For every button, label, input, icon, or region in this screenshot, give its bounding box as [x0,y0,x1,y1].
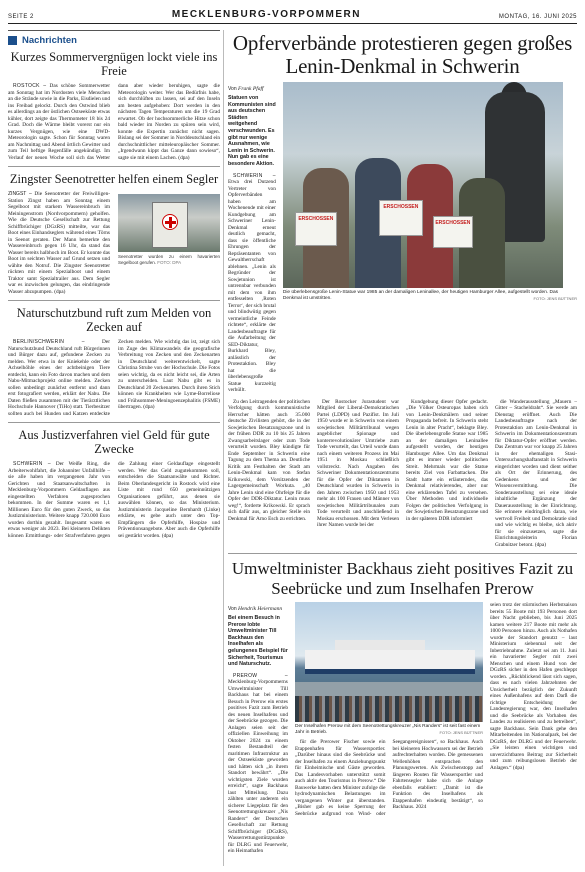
divider [228,553,577,554]
prerow-teaser-column [228,602,288,855]
lenin-protest-photo [283,82,563,288]
rescue-cruiser [305,650,475,674]
ressort-square-icon [8,36,17,45]
photo-credit: FOTO: DPA [157,259,182,265]
page-number: SEITE 2 [8,14,34,20]
prerow-photo-and-text [295,602,483,855]
article-text: Der Weiße Ring, die Arbeiterwohlfahrt, die Johanniter Unfallhilfe – sie alle haben im vergangenen Jahr von Gerichten und Staatsanwaltschaften in Mecklenburg-Vorpommern Geldauflagen aus eingestellten Verfahren zugesprochen bekommen. In der Summe waren es 1,1 Millionen Euro für den guten Zweck, so das Justizministerium. Weitere knapp 720.000 Euro wurden dorthin gezahlt. Insgesamt waren es etwas weniger als 2023. Bei kleineren Delikten können Ermittlungs- oder Strafverfahren gegen die Zahlung einer Geldauflage eingestellt werden. Wer das Geld zugutekommen soll, entscheiden die Staatsanwälte und Richter. Beim Oberlandesgericht in Rostock wird eine Liste mit rund 650 gemeinnützigen Organisationen geführt, aus denen sie auswählen können, so das Ministerium. Justizministerin Jacqueline Bernhardt (Linke) erklärte, es gebe auch unter den Top-Empfängern die Opferhilfe, Hospize und Präventionsangebote. Aber auch die Opferhilfe sei gestärkt worden. (dpa) [8,461,220,539]
issue-date: MONTAG, 16. JUNI 2025 [498,14,577,20]
prerow-text-col1: PREROW – Mecklenburg-Vorpommerns Umweltminister Till Backhaus hat bei einem Besuch in Prerow ein erstes positives Fazit zum Betrieb des neuen Inselhafens und der Seebrücke gezogen. Die Anlagen seien seit der offiziellen Einweihung im Oktober 2024 zu einem festen Bestandteil der maritimen Infrastruktur an der Ostseeküste geworden und hätten sich „in ihrem Standort bewährt“. „Die wichtigsten Ziele wurden erreicht“, sagte Backhaus laut Mitteilung. Dazu zählten unter anderem ein sicherer Liegeplatz für den Seenotrettungskreuzer „Nis Randers“ der Deutschen Gesellschaft zur Rettung Schiffbrüchiger (DGzRS), Wasserrettungsstützpunkte für DLRG und Feuerwehr, ein Heimathafen [228,672,288,855]
lenin-teaser: Statuen von Kommunisten sind aus deutschen Städten weitgehend verschwunden. Es gibt nur wenige Ausnahmen, wie Lenin in Schwerin. Nun gab es eine besondere Aktion. [228,95,276,167]
prerow-text-col2: für die Prerower Fischer sowie ein Etappenhafen für Wassersportler. „Darüber hinaus sind die Seebrücke und der Inselhafen zu einem Anziehungspunkt für Einheimische und Gäste geworden. Das Landesvorhaben unterstützt somit auch aktiv den Tourismus in Prerow.“ Die Bauwerke hatten dem Minister zufolge die hydrodynamischen Belastungen im vergangenen Winter gut überstanden. „Bisher gab es keine Sperrung der Seebrücke aufgrund von Wind- oder Seegangereignissen“, so Backhaus. Auch bei kleineren Hochwassern sei der Betrieb aufrechterhalten worden. Die gemessenen Wellenhöhen entsprachen den Planungswerten. Als Zwischenstopp auf längeren Routen für Wassersportler und Fahrtensegler habe sich die Anlage ebenfalls etabliert: „Damit ist die Funktion des Inselhafens als Etappenhafen eindeutig bestätigt“, so Backhaus. 2024 [295,739,483,817]
prerow-article [228,602,577,855]
divider [8,166,220,167]
divider [8,300,220,301]
protest-sign: ERSCHOSSEN [379,200,423,236]
lenin-photo-block [283,82,577,394]
lenin-article-top [228,82,577,394]
headline-lenin: Opferverbände protestieren gegen großes Lenin-Denkmal in Schwerin [232,31,573,78]
dateline: ROSTOCK – [13,83,47,89]
photo-credit: FOTO: JENS BÜTTNER [533,296,577,301]
byline: Von Hendrik Heiermann [228,606,283,613]
lenin-article-columns [228,399,577,549]
main-column [228,30,577,866]
page-header [8,4,577,24]
article-text: Das schöne Sommerwetter am Sonntag hat im Nordosten viele Menschen an die Strände sowie in die Parks, Eisdielen und ins Freibad gelockt. Durch den Ostwind blieb es allerdings an der östlichen Ostseeküste etwas kühler, dort zeigte das Thermometer 18 bis 24 Grad. Doch die Wärme bleibt vorerst nur ein kurzes Vergnügen, wie eine DWD-Meteorologin sagte. Schon für Sonntag waren am Nachmittag und Abend örtlich Gewitter und zum Teil heftige Regenfälle angekündigt. Im Verlauf der neuen Woche soll sich das Wetter dann aber wieder beruhigen, sagte die Meteorologin weiter. Wer das Bedürfnis habe, sich durchlüften zu lassen, sei auf den Inseln am besten aufgehoben: Dort werden in den nächsten Tagen Temperaturen um die 19 Grad erwartet. Ob der hochsommerliche Hitze schon bald wieder im Norden zu spüren sein wird, konnte die Expertin zunächst nicht sagen. Bislang sei der Sommer in Norddeutschland ein durchschnittlicher mitteleuropäischer Sommer. „Irgendwann kippt das Ganze dann sowieso“, sagte sie mit einem Lachen. (dpa) [8,83,220,161]
article-justice-body [8,461,220,539]
photo-credit: FOTO: JENS BÜTTNER [439,730,483,736]
dgzrs-cross-icon [162,214,178,230]
prerow-harbour-photo [295,602,483,722]
lenin-text-col3: Der Rostocker Jurastudent war Mitglied der Liberal-Demokratischen Partei (LDPD) und Pazifist. Im Juli 1950 wurde er in Schwerin von einem sowjetischen Militärtribunal wegen angeblicher Spionage und konterrevolutionärer Umtriebe zum Tode verurteilt, das Urteil wurde dann nach einem weiteren Prozess im Mai 1951 in Moskau schließlich vollstreckt. Nach Angaben des Schweriner Dokumentationszentrums für die Opfer der Diktaturen in Deutschland wurden in Schwerin in den Jahren zwischen 1950 und 1953 mehr als 100 Frauen und Männer von sowjetischen Militärtribunalen zum Tode verurteilt und anschließend in Moskau erschossen. Mit dem Verlesen ihrer Namen wurde bei der [317,398,399,529]
prerow-teaser: Bei einem Besuch in Prerow lobte Umweltminister Till Backhaus den Inselhafen als gelungenes Beispiel für Sicherheit, Tourismus und Naturschutz. [228,615,288,668]
dateline: SCHWERIN – [13,461,51,467]
lenin-text-col1: SCHWERIN – Etwa drei Dutzend Vertreter von Opferverbänden haben am Wochenende mit einer Kundgebung am Schweriner Lenin-Denkmal erneut deutlich gemacht, dass sie öffentliche Ehrungen der Repräsentanten von Gewaltherrschaft ablehnen. „Lenin als Begründer der Sowjetunion ist untrennbar verbunden mit dem von ihm entfesselten ‚Roten Terror‘, der sich brutal und blindwütig gegen vermeintliche Feinde richtete“, erklärte der Landesbeauftragte für die Aufarbeitung der SED-Diktatur, Burkhard Bley, anlässlich der Protestaktion. Bley hat die überlebensgroße Statue kurzzeitig verhüllt. [228,172,276,394]
section-title: MECKLENBURG-VORPOMMERN [171,9,361,20]
article-justice-title: Aus Justizverfahren viel Geld für gute Zwecke [18,428,210,456]
byline: Von Frank Pfaff [228,86,264,92]
ressort-label [8,30,220,46]
article-zingst-body [8,191,220,295]
column-rule [223,30,224,866]
article-ticks-body [8,339,220,417]
photo-caption: Seenotretter wurden zu einem havarierten Segelboot gerufen. FOTO: DPA [118,254,220,265]
dateline: BERLIN/SCHWERIN – [13,339,85,345]
prerow-photo-caption: Der Inselhafen Prerow mit dem Seenotrettungskreuzer „Nis Randers“ ist seit fast einem Jahr in Betrieb. FOTO: JENS BÜTTNER [295,724,483,736]
lenin-text-col2: Zu den Leitragenden der politischen Verfolgung durch kommunistische Herrscher hätten auch 35.000 deutsche Zivilisten gehört, die in der Sowjetischen Besatzungszone und in der frühen DDR zu 10 bis 25 Jahren Zwangsarbeitslager oder zum Tode verurteilt wurden. Bley kündigte für Ende September in Schwerin eine Tagung zu dem Thema an. Deutliche Kritik am Festhalten der Stadt am Lenin-Denkmal kam von Stefan Krikowski, dem Vorsitzenden der Lagergemeinschaft Workuta. „40 Jahre Lenin sind eine Ohrfeige für die Opfer der DDR-Diktatur. Lenin muss weg!“, forderte Krikowski. Er sprach sich dafür aus, an gleicher Stelle ein Denkmal für Arno Esch zu errichten. [228,398,310,522]
divider [8,422,220,423]
article-weather-title: Kurzes Sommervergnügen lockt viele ins Freie [10,50,218,78]
lenin-text-col5: die Wanderausstellung „Mauern – Gitter – Stacheldraht“. Sie werde am Dienstag eröffnet. Auch Die Landesbeauftragte nach der Protestaktion am Lenin-Denkmal in Schwerin im Dokumentationszentrum für Diktatur-Opfer eröffnet werden. Das Zentrum war vor knapp 25 Jahren in der ehemaligen Stasi-Untersuchungshaftanstalt in Schwerin eingerichtet worden und dient seither als Ort der Erinnerung, des Gedenkens und der Wissensvermittlung. Die Sonderausstellung sei eine ideale inhaltliche Ergänzung der Dauerausstellung in der Einrichtung. Sie erinnere eindringlich daran, wie wertvoll Freiheit und Demokratie sind und wie wichtig es bleibe, sich aktiv für sie einzusetzen, sagte die Einrichtungsleiterin Florian Grabnitzer betont. (dpa) [495,398,577,548]
article-ticks-title: Naturschutzbund ruft zum Melden von Zecken auf [16,306,212,334]
prerow-text-col3: seien trotz der stürmischen Herbstsaison bereits 55 Boote mit 193 Personen dort über Nacht geblieben, bis Juni 2025 kamen weitere 217 Boote mit mehr als 1000 Personen hinzu. Auch als Nothafen wurde der Standort genutzt – laut Ministerium siebenmal seit der Inbetriebnahme. Zuletzt sei am 11. Juni ein havarierter Segler mit zwei Menschen und einem Hund von der DGzRS sicher in den Hafen geschleppt worden. „Rückblickend lässt sich sagen, dass es nach vielen Jahrzehnten der Unsicherheit bezüglich der Zukunft eines Außenhafens auf dem Darß die richtige Entscheidung der Landesregierung war, den Inselhafen und die Seebrücke als Vorhaben des Landes zu realisieren und zu betreiben“, sagte Backhaus. Sein Dank gehe den Mitarbeitenden im Nationalpark, bei der DGzRS, der DLRG und der Feuerwehr. „Sie leisten einen wichtigen und unverzichtbaren Beitrag zur Sicherheit und zum reibungslosen Betrieb der Anlagen.“ (dpa) [490,602,577,771]
crowd [295,696,483,722]
protest-sign: ERSCHOSSEN [295,212,337,246]
lenin-teaser-column [228,82,276,394]
article-weather-body [8,83,220,161]
lenin-photo-caption: Die überlebensgroße Lenin-Statue war 1985 an der damaligen Leninallee, der heutigen Hamburger Allee, aufgestellt worden. Das Denkmal ist umstritten. FOTO: JENS BÜTTNER [282,290,577,301]
rescue-station-photo [118,194,220,252]
pier [295,682,483,696]
lenin-text-col4: Kundgebung dieser Opfer gedacht. „Die Völker Osteuropas haben sich von Lenin-Denkmälern und seiner Propaganda befreit. In Schwerin steht Lenin in alter Pracht“, beklagte Bley. Die überlebensgroße Statue war 1985 an der damaligen Leninallee aufgestellt worden, der heutigen Hamburger Allee. Um das Denkmal gibt es immer wieder politischen Streit. Mehrmals war die Statue bereits Ziel von Farbattacken. Die Stadt hatte ein erläuterndes, das Denkmal relativierendes, aber nur eine erklärenden Tafel zu versehen. Über Methoden und individuelle Folgen der politischen Verfolgung in der Sowjetischen Besatzungszone und in der späteren DDR informiert [406,398,488,522]
dateline: ZINGST – [8,191,32,197]
article-text: Die Seenotretter der Freiwilligen-Station Zingst haben am Sonntag einem Segelboot mit starkem Wassereinbruch im Meiningenstrom (Nordvorpommern) geholfen. Wie die Deutsche Gesellschaft zur Rettung Schiffbrüchiger (DGzRS) mitteilte, war das Boot eines Einhandseglers während eines Törns in Seenot geraten. Der Mann bemerkte den Wassereinbruch gegen 16 Uhr, da stand das Wasser bereits halbhoch im Boot. Er konnte das Boot im seichten Wasser auf Grund setzen und wählte den Notruf. Die Zingster Seenotretter rückten mit einem Spezialboot und einem Traktor samt Spezialtrailer aus. Dem Segler war es inzwischen gelungen, das eindringende Wasser abzupumpen. (dpa) [8,191,110,295]
protest-sign: ERSCHOSSEN [433,216,473,248]
article-zingst-title: Zingster Seenotretter helfen einem Segler [9,172,219,186]
headline-prerow: Umweltminister Backhaus zieht positives Fazit zu Seebrücke und zum Inselhafen Prerow [231,559,574,599]
news-column [8,30,220,866]
ressort-title: Nachrichten [22,35,77,46]
article-text: Der Naturschutzbund Deutschland ruft Bürgerinnen und Bürger dazu auf, gefundene Zecken zu melden. Wer etwa in der Kniekehle oder der Achselhöhle eines der achtbeinigen Tiere entdeckt, kann ein Foto davon machen und dem Nabu-Mitmachprojekt online melden. Zecken sollen unbedingt zunächst entfernt und dann erst fotografiert werden, erklärt der Nabu. Die Daten fließen zusammen mit der Tierärztlichen Hochschule Hannover (TiHo) statt. Tierbesitzer sollten auch bei Hunden und Katzen entdeckte Zecken melden. Wie wichtig das ist, zeigt sich im Zuge des Klimawandels die geografische Verbreitung von Zecken und den Zeckenarten in Deutschland weiterentwickelt, sagte Christina Strube von der Hochschule. Die Fotos seien wichtig, da es nicht leicht sei, die Arten zu unterscheiden. Laut Nabu gibt es in Deutschland 20 Zeckenarten. Durch ihren Stich können sie Krankheiten wie Lyme-Borreliose und Frühsommer-Meningoenzephalitis (FSME) übertragen. (dpa) [8,339,220,417]
